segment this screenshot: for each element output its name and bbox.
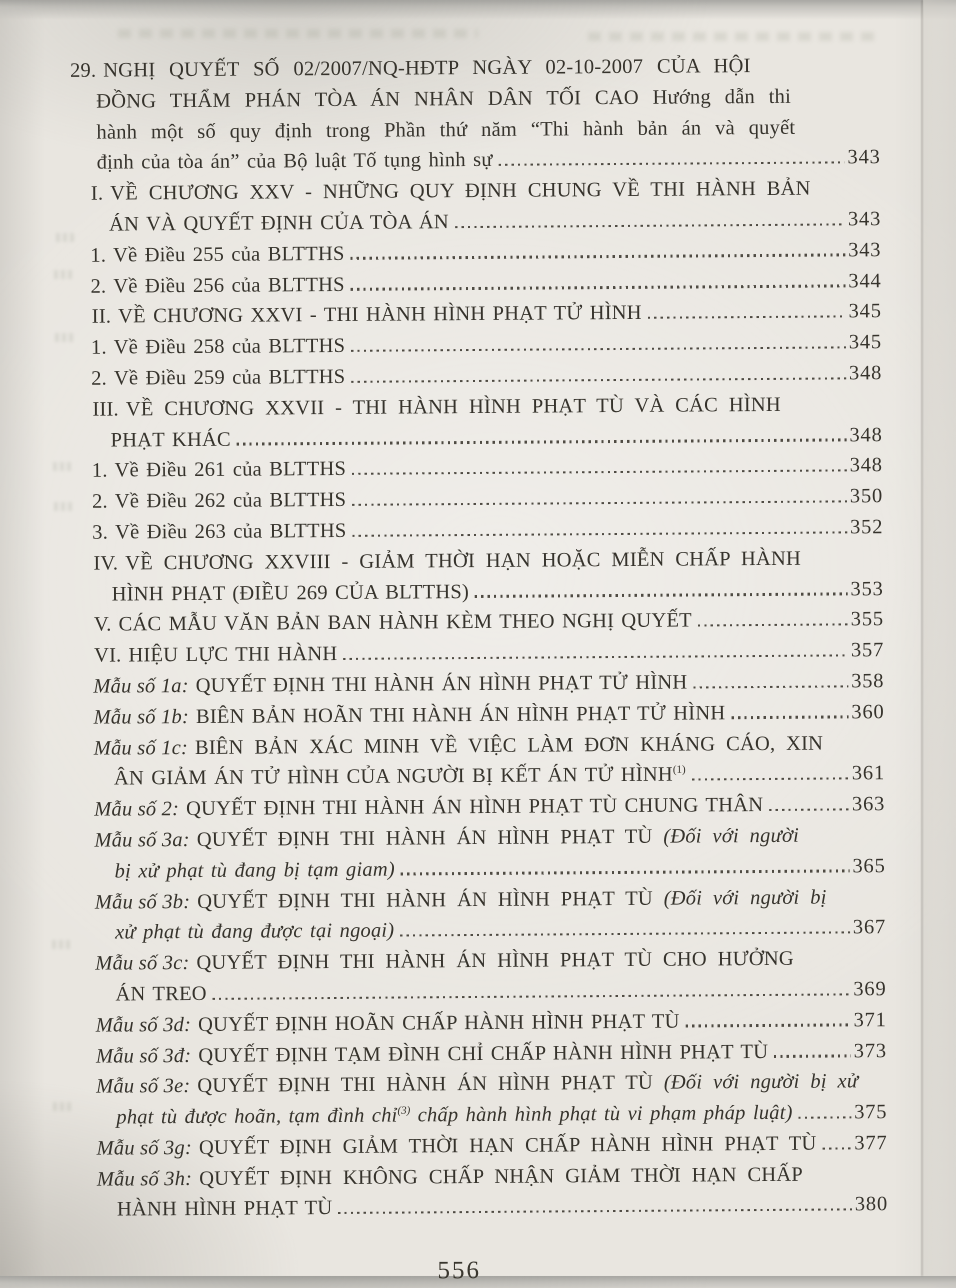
entry-text <box>197 882 827 917</box>
toc-line <box>91 173 881 209</box>
entry-text <box>115 485 347 517</box>
entry-text <box>114 362 346 394</box>
text-segment: HIỆU LỰC THI HÀNH <box>128 643 338 667</box>
text-segment: HÀNH HÌNH PHẠT TÙ <box>116 1197 333 1222</box>
text-segment: CÁC MẪU VĂN BẢN BAN HÀNH KÈM THEO NGHỊ QUYẾT <box>118 609 692 636</box>
text-segment: bị xử phạt tù đang bị tạm giam) <box>114 858 395 883</box>
entry-text <box>96 82 791 118</box>
toc-line <box>94 728 885 764</box>
entry-text <box>112 577 470 610</box>
toc-entry <box>94 882 887 949</box>
dot-leader <box>648 315 846 319</box>
entry-text <box>198 1036 768 1071</box>
text-segment: ÂN GIẢM ÁN TỬ HÌNH CỦA NGƯỜI BỊ KẾT ÁN TỬ HÌNH <box>113 763 673 790</box>
entry-label: 2. <box>91 490 108 513</box>
entry-label: IV. <box>93 552 119 575</box>
entry-label: 1. <box>91 459 108 483</box>
entry-label: VI. <box>94 644 122 667</box>
toc-entry <box>96 1066 888 1133</box>
entry-text <box>115 854 395 887</box>
page-number: 353 <box>850 577 884 600</box>
toc-entry <box>93 543 884 610</box>
dot-leader <box>338 1208 851 1214</box>
text-segment: PHẠT KHÁC <box>110 428 231 452</box>
toc-entry <box>92 389 883 456</box>
dot-leader <box>401 870 850 876</box>
page-number: 375 <box>854 1101 888 1124</box>
text-segment: Về Điều 259 của BLTTHS <box>113 365 346 390</box>
folio-page-number: 556 <box>437 1256 482 1285</box>
text-segment: (Đối với người bị xử <box>663 1070 859 1095</box>
dot-leader <box>499 161 845 166</box>
entry-text <box>114 331 346 363</box>
entry-label: 2. <box>90 275 107 298</box>
page-number: 343 <box>848 238 882 262</box>
entry-label: III. <box>92 398 119 421</box>
entry-label: II. <box>91 305 112 329</box>
toc-entry <box>93 728 886 795</box>
entry-text <box>103 51 751 86</box>
dot-leader <box>455 223 845 228</box>
dot-leader <box>351 346 846 352</box>
page-number: 358 <box>851 670 885 693</box>
entry-text <box>96 112 795 148</box>
entry-text <box>113 270 345 302</box>
entry-text <box>198 1006 680 1040</box>
text-segment: QUYẾT ĐỊNH THI HÀNH ÁN HÌNH PHẠT TÙ CHUNG THÂN <box>186 794 764 821</box>
entry-text <box>197 821 799 856</box>
dot-leader <box>352 469 847 475</box>
toc-line <box>92 389 882 425</box>
page-number: 365 <box>852 854 886 878</box>
toc-entry <box>96 1159 889 1226</box>
entry-label: Mẫu số 3đ: <box>95 1044 192 1068</box>
text-segment: VỀ CHƯƠNG XXVI - THI HÀNH HÌNH PHẠT TỬ HÌNH <box>118 302 642 328</box>
page-number: 343 <box>847 208 882 231</box>
entry-label: Mẫu số 3c: <box>95 952 190 975</box>
dot-leader <box>351 254 846 260</box>
text-segment: QUYẾT ĐỊNH TẠM ĐÌNH CHỈ CHẤP HÀNH HÌNH PHẠT TÙ <box>198 1040 769 1067</box>
text-segment: VỀ CHƯƠNG XXV - NHỮNG QUY ĐỊNH CHUNG VỀ THI HÀNH BẢN <box>110 177 811 205</box>
entry-text <box>115 916 394 949</box>
entry-label: Mẫu số 3h: <box>96 1167 193 1191</box>
text-segment: QUYẾT ĐỊNH HOÃN CHẤP HÀNH HÌNH PHẠT TÙ <box>198 1010 680 1036</box>
page-number: 371 <box>853 1008 887 1032</box>
text-segment: phạt tù được hoãn, tạm đình chỉ <box>116 1104 398 1129</box>
entry-text <box>116 1098 792 1134</box>
page-number: 345 <box>848 300 882 323</box>
entry-text <box>199 1129 817 1164</box>
entry-text <box>115 516 347 548</box>
text-segment: chấp hành hình phạt tù vi phạm pháp luật) <box>410 1101 793 1127</box>
entry-label: Mẫu số 3g: <box>96 1136 193 1160</box>
text-segment: NGHỊ QUYẾT SỐ 02/2007/NQ-HĐTP NGÀY 02-10-2007 CỦA HỘI <box>103 55 751 82</box>
text-segment: QUYẾT ĐỊNH THI HÀNH ÁN HÌNH PHẠT TÙ <box>196 825 664 851</box>
text-segment: (1) <box>672 764 686 777</box>
text-segment: HÌNH PHẠT (ĐIỀU 269 CỦA BLTTHS) <box>111 580 470 606</box>
entry-text <box>115 454 347 486</box>
page-number: 377 <box>854 1132 888 1155</box>
entry-label: I. <box>90 182 104 205</box>
dot-leader <box>351 285 846 291</box>
toc-line <box>95 943 886 979</box>
text-segment: VỀ CHƯƠNG XXVIII - GIẢM THỜI HẠN HOẶC MIỄN CHẤP HÀNH <box>125 547 802 575</box>
entry-text <box>197 1067 858 1102</box>
toc <box>0 50 956 1227</box>
text-segment: ÁN VÀ QUYẾT ĐỊNH CỦA TÒA ÁN <box>109 211 449 236</box>
page-number: 380 <box>854 1193 889 1216</box>
entry-text <box>109 207 449 240</box>
dot-leader <box>822 1147 851 1150</box>
entry-label: 3. <box>92 521 109 544</box>
dot-leader <box>352 500 847 506</box>
page-number: 352 <box>850 516 884 539</box>
dot-leader <box>774 1055 851 1058</box>
page-number: 355 <box>850 608 884 631</box>
page-number: 348 <box>849 423 883 446</box>
entry-label: Mẫu số 2: <box>94 798 180 821</box>
page-number: 345 <box>848 331 883 354</box>
text-segment: QUYẾT ĐỊNH THI HÀNH ÁN HÌNH PHẠT TÙ <box>197 887 664 913</box>
entry-text <box>199 1159 803 1194</box>
dot-leader <box>400 931 850 937</box>
entry-text <box>111 424 231 456</box>
dot-leader <box>686 1024 851 1028</box>
dot-leader <box>351 377 846 383</box>
dot-leader <box>475 593 848 598</box>
text-segment: VỀ CHƯƠNG XXVII - THI HÀNH HÌNH PHẠT TÙ VÀ CÁC HÌNH <box>125 393 781 421</box>
dot-leader <box>237 439 847 446</box>
text-segment: Về Điều 256 của BLTTHS <box>113 273 345 298</box>
page-number: 357 <box>850 639 885 662</box>
entry-text <box>118 606 691 641</box>
entry-label: 2. <box>91 367 108 390</box>
entry-label: Mẫu số 3b: <box>94 890 191 914</box>
entry-label: 1. <box>90 336 107 359</box>
toc-line <box>96 112 880 148</box>
text-segment: Về Điều 262 của BLTTHS <box>114 489 347 513</box>
entry-label: Mẫu số 1a: <box>93 674 189 698</box>
toc-line <box>117 1190 888 1226</box>
page-number: 373 <box>853 1039 887 1062</box>
entry-text <box>113 239 345 271</box>
entry-text <box>115 979 207 1010</box>
page-number: 361 <box>851 762 886 785</box>
text-segment: định của tòa án” của Bộ luật Tố tụng hình sự <box>96 149 493 175</box>
toc-entry <box>94 820 886 887</box>
entry-label: V. <box>93 613 112 637</box>
entry-text <box>128 639 337 671</box>
text-segment: QUYẾT ĐỊNH THI HÀNH ÁN HÌNH PHẠT TÙ CHO HƯỞNG <box>196 947 794 975</box>
page-number: 363 <box>851 793 886 816</box>
page-number: 350 <box>849 485 884 508</box>
page-number: 367 <box>852 916 887 939</box>
text-segment: Về Điều 263 của BLTTHS <box>114 519 347 544</box>
entry-text <box>186 790 763 825</box>
entry-text <box>117 1194 333 1226</box>
text-segment: (Đối với người bị <box>663 886 827 910</box>
entry-text <box>118 298 642 332</box>
dot-leader <box>698 623 848 626</box>
entry-text <box>126 390 781 425</box>
text-segment: hành một số quy định trong Phần thứ năm “Thi hành bản án và quyết <box>96 116 796 144</box>
dot-leader <box>213 993 851 1000</box>
dot-leader <box>769 808 849 811</box>
page-number: 348 <box>848 362 883 385</box>
entry-label: Mẫu số 3a: <box>94 828 190 852</box>
dot-leader <box>693 685 848 688</box>
entry-label: Mẫu số 1b: <box>93 705 190 729</box>
entry-text <box>97 145 493 179</box>
page-number: 343 <box>847 146 881 169</box>
dot-leader <box>343 654 848 660</box>
text-segment: Hướng dẫn thi <box>652 85 792 109</box>
text-segment: Về Điều 261 của BLTTHS <box>114 458 347 482</box>
text-segment: xử phạt tù đang được tại ngoại) <box>114 919 395 944</box>
toc-line <box>93 543 883 579</box>
entry-text <box>195 728 823 763</box>
toc-entry <box>95 943 887 1010</box>
entry-label: Mẫu số 1c: <box>93 736 189 760</box>
toc-entry <box>69 50 881 179</box>
toc-line <box>95 882 886 918</box>
toc-entry <box>90 173 882 240</box>
text-segment: QUYẾT ĐỊNH THI HÀNH ÁN HÌNH PHẠT TÙ <box>197 1072 664 1098</box>
entry-label: Mẫu số 3d: <box>95 1013 192 1037</box>
page-number: 344 <box>848 269 882 292</box>
page-number: 369 <box>853 978 887 1001</box>
dot-leader <box>731 716 848 719</box>
text-segment: QUYẾT ĐỊNH THI HÀNH ÁN HÌNH PHẠT TỬ HÌNH <box>195 671 688 697</box>
toc-line <box>94 820 885 856</box>
dot-leader <box>799 1116 852 1119</box>
entry-text <box>196 698 726 732</box>
entry-text <box>114 760 686 795</box>
text-segment: QUYẾT ĐỊNH GIẢM THỜI HẠN CHẤP HÀNH HÌNH PHẠT TÙ <box>198 1132 817 1159</box>
text-segment: BIÊN BẢN HOÃN THI HÀNH ÁN HÌNH PHẠT TỬ HÌNH <box>195 702 726 728</box>
text-segment: (3) <box>397 1104 411 1117</box>
text-segment: (Đối với người <box>663 824 800 848</box>
text-segment: ĐỒNG THẨM PHÁN TÒA ÁN NHÂN DÂN TỐI CAO <box>96 86 653 113</box>
entry-text <box>196 944 794 979</box>
entry-label: 29. <box>69 59 97 82</box>
text-segment: Về Điều 255 của BLTTHS <box>113 242 345 267</box>
toc-line <box>97 1159 888 1195</box>
dot-leader <box>692 777 849 780</box>
text-segment: ÁN TREO <box>115 982 207 1006</box>
text-segment: BIÊN BẢN XÁC MINH VỀ VIỆC LÀM ĐƠN KHÁNG CÁO, XIN <box>194 732 824 759</box>
page-number: 360 <box>851 700 885 724</box>
entry-label: Mẫu số 3e: <box>96 1075 191 1098</box>
text-segment: QUYẾT ĐỊNH KHÔNG CHẤP NHẬN GIẢM THỜI HẠN CHẤP <box>199 1163 804 1190</box>
entry-text <box>196 667 688 701</box>
page-number: 348 <box>849 454 883 477</box>
text-segment: Về Điều 258 của BLTTHS <box>113 335 346 359</box>
dot-leader <box>352 531 847 537</box>
entry-label: 1. <box>90 244 107 267</box>
entry-text <box>110 174 811 210</box>
entry-text <box>125 543 801 579</box>
